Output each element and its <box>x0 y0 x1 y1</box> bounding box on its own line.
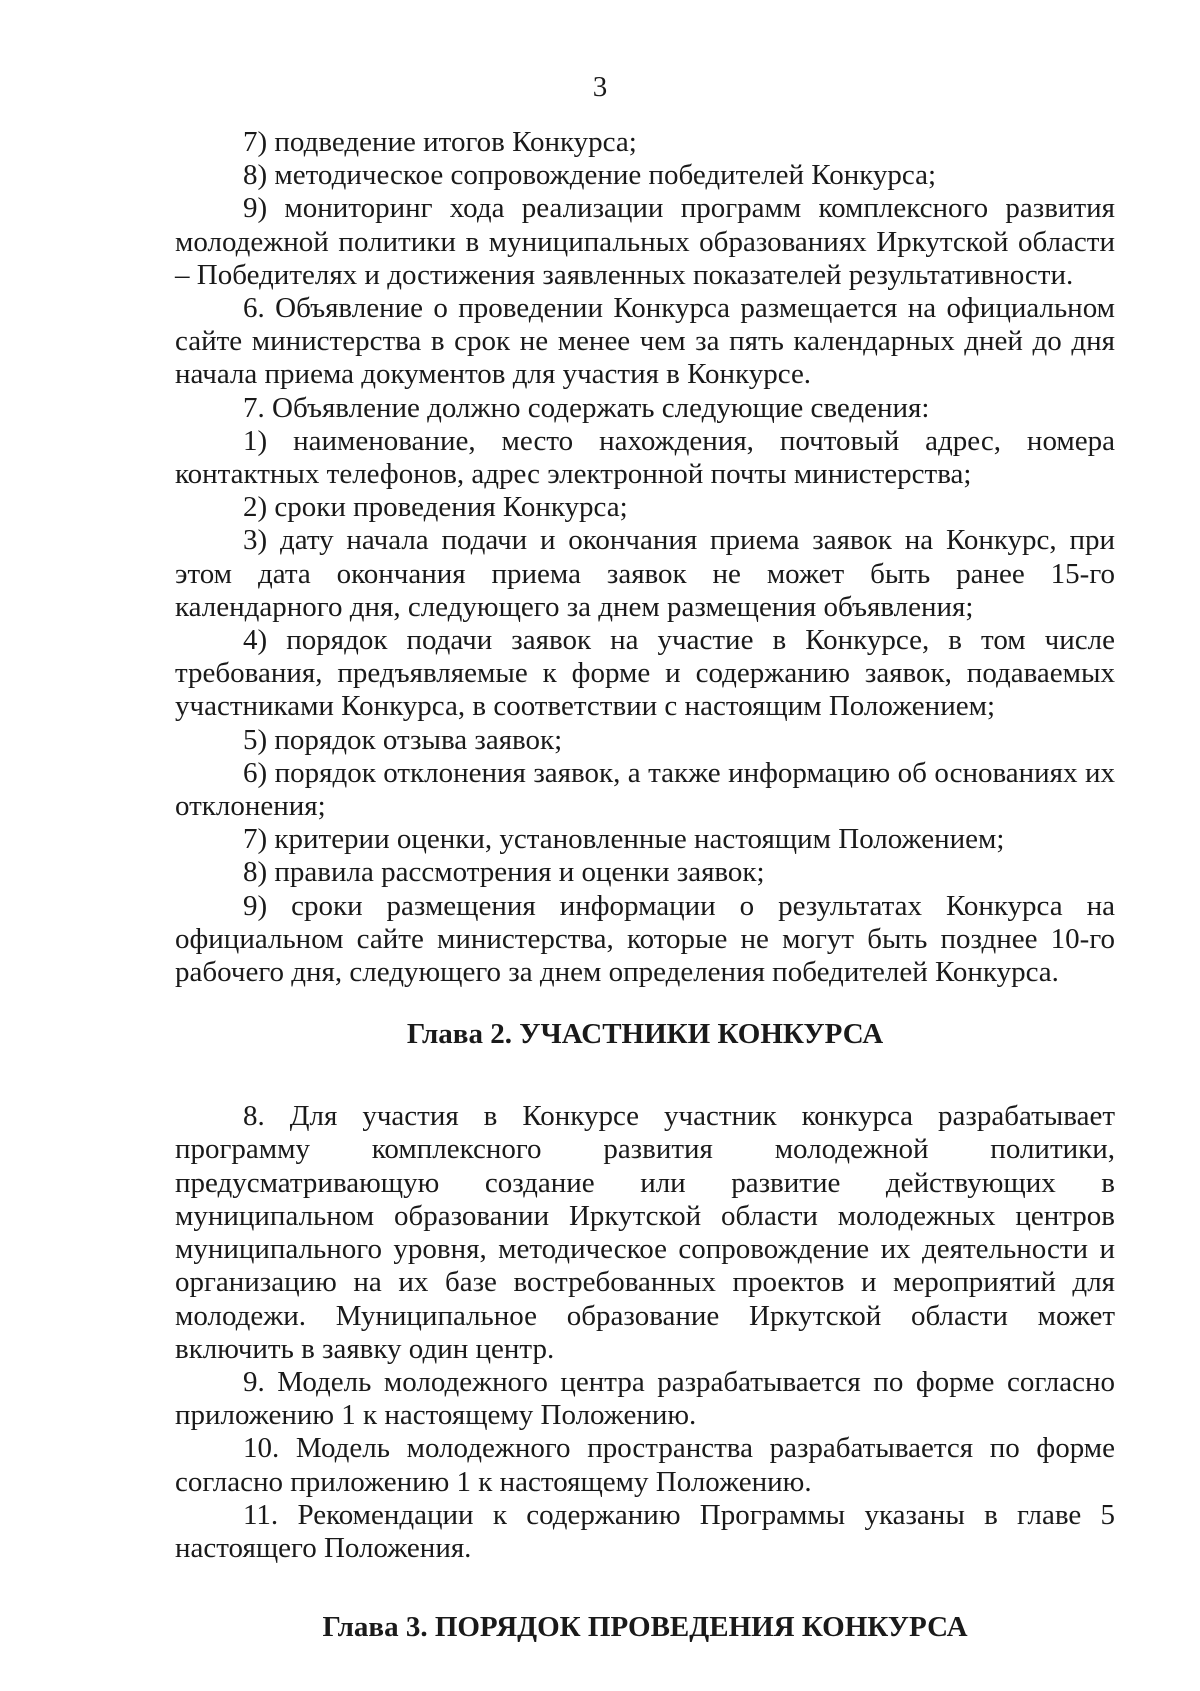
paragraph: 9) мониторинг хода реализации программ комплексного развития молодежной политики в муниципальных образованиях Иркутской области – Победителях и достижения заявленных показателей результативности. <box>175 192 1115 291</box>
chapter-3-heading: Глава 3. ПОРЯДОК ПРОВЕДЕНИЯ КОНКУРСА <box>322 1611 968 1644</box>
section-announcement <box>175 126 1115 989</box>
paragraph: 8. Для участия в Конкурсе участник конкурса разрабатывает программу комплексного развития молодежной политики, предусматривающую создание или развитие действующих в муниципальном образовании Иркутской области молодежных центров муниципального уровня, методическое сопровождение их деятельности и организацию на их базе востребованных проектов и мероприятий для молодежи. Муниципальное образование Иркутской области может включить в заявку один центр. <box>175 1100 1115 1365</box>
paragraph: 6) порядок отклонения заявок, а также информацию об основаниях их отклонения; <box>175 756 1115 823</box>
paragraph: 7) критерии оценки, установленные настоящим Положением; <box>243 823 1005 856</box>
paragraph: 6. Объявление о проведении Конкурса размещается на официальном сайте министерства в срок не менее чем за пять календарных дней до дня начала приема документов для участия в Конкурсе. <box>175 292 1115 391</box>
paragraph: 10. Модель молодежного пространства разрабатывается по форме согласно приложению 1 к настоящему Положению. <box>175 1432 1115 1498</box>
paragraph: 2) сроки проведения Конкурса; <box>243 491 628 524</box>
paragraph: 7) подведение итогов Конкурса; <box>243 126 637 158</box>
paragraph: 1) наименование, место нахождения, почтовый адрес, номера контактных телефонов, адрес электронной почты министерства; <box>175 424 1115 491</box>
paragraph: 8) правила рассмотрения и оценки заявок; <box>243 856 765 889</box>
document-body <box>175 126 1115 1644</box>
paragraph: 8) методическое сопровождение победителей Конкурса; <box>243 159 937 192</box>
paragraph: 9. Модель молодежного центра разрабатывается по форме согласно приложению 1 к настоящему Положению. <box>175 1365 1115 1432</box>
paragraph: 9) сроки размещения информации о результатах Конкурса на официальном сайте министерства, которые не могут быть позднее 10-го рабочего дня, следующего за днем определения победителей Конкурса. <box>175 889 1115 989</box>
paragraph: 11. Рекомендации к содержанию Программы указаны в главе 5 настоящего Положения. <box>175 1498 1115 1564</box>
paragraph: 5) порядок отзыва заявок; <box>243 723 563 756</box>
chapter-2-heading: Глава 2. УЧАСТНИКИ КОНКУРСА <box>406 1018 884 1051</box>
page-number: 3 <box>592 71 608 103</box>
paragraph: 4) порядок подачи заявок на участие в Конкурсе, в том числе требования, предъявляемые к форме и содержанию заявок, подаваемых участниками Конкурса, в соответствии с настоящим Положением; <box>175 624 1115 723</box>
paragraph: 3) дату начала подачи и окончания приема заявок на Конкурс, при этом дата окончания приема заявок не может быть ранее 15-го календарного дня, следующего за днем размещения объявления; <box>175 524 1115 623</box>
paragraph: 7. Объявление должно содержать следующие сведения: <box>243 391 930 424</box>
section-participants <box>175 1100 1115 1565</box>
